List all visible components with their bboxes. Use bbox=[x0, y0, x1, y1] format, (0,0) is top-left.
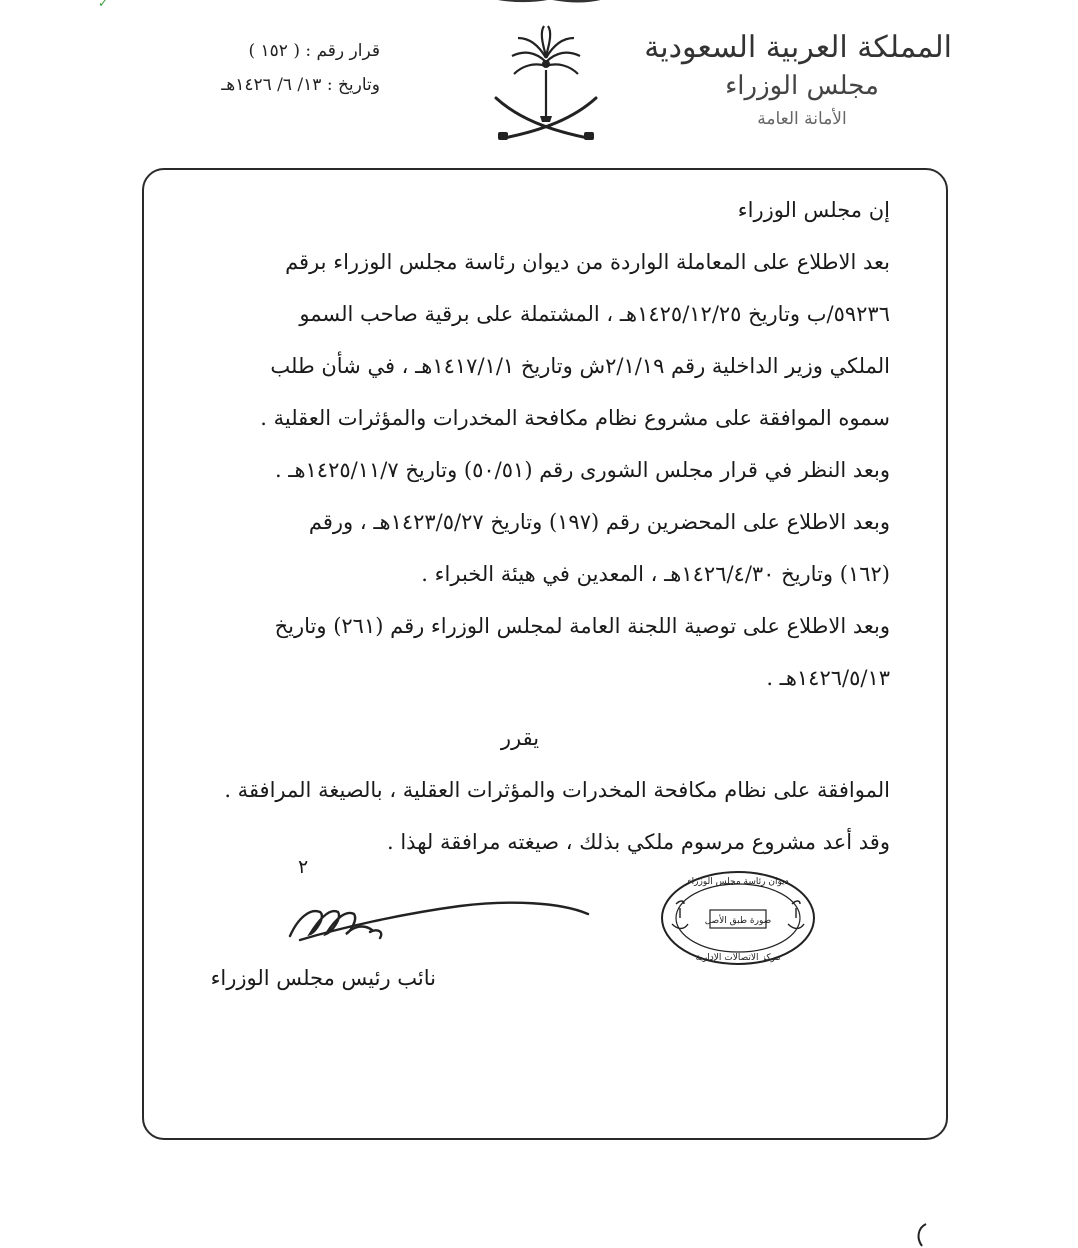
saudi-emblem-icon bbox=[488, 22, 604, 146]
page-number: ٢ bbox=[298, 856, 309, 878]
stamp-top-text: ديوان رئاسة مجلس الوزراء bbox=[687, 877, 789, 887]
resolution-line: الموافقة على نظام مكافحة المخدرات والمؤثرات العقلية ، بالصيغة المرافقة . bbox=[224, 778, 890, 802]
stamp-bottom-text: مركز الاتصالات الإدارية bbox=[695, 953, 781, 963]
body-line: (١٦٢) وتاريخ ١٤٢٦/٤/٣٠هـ ، المعدين في هيئة الخبراء . bbox=[421, 562, 890, 586]
stamp-center-text: صورة طبق الأصل bbox=[704, 916, 772, 926]
decision-date: وتاريخ : ١٣/ ٦/ ١٤٢٦هـ bbox=[221, 75, 380, 95]
decision-number: قرار رقم : ( ١٥٢ ) bbox=[248, 41, 380, 61]
body-line: ٥٩٢٣٦/ب وتاريخ ١٤٢٥/١٢/٢٥هـ ، المشتملة على برقية صاحب السمو bbox=[299, 302, 890, 326]
body-line: وبعد الاطلاع على المحضرين رقم (١٩٧) وتاريخ ١٤٢٣/٥/٢٧هـ ، ورقم bbox=[308, 510, 890, 534]
official-stamp bbox=[658, 868, 818, 968]
bottom-corner-mark bbox=[912, 1222, 932, 1248]
kingdom-name: المملكة العربية السعودية bbox=[644, 30, 952, 65]
body-line: الملكي وزير الداخلية رقم ٢/١/١٩ش وتاريخ ١٤١٧/١/١هـ ، في شأن طلب bbox=[270, 354, 890, 378]
body-line: ١٤٢٦/٥/١٣هـ . bbox=[766, 666, 890, 690]
decision-reference bbox=[160, 34, 380, 102]
handwritten-signature bbox=[280, 888, 600, 958]
top-clipped-text-mark bbox=[470, 0, 620, 6]
council-name: مجلس الوزراء bbox=[725, 71, 879, 101]
opening-line: إن مجلس الوزراء bbox=[737, 198, 890, 222]
secretariat-name: الأمانة العامة bbox=[757, 109, 847, 129]
decides-heading: يقرر bbox=[500, 726, 540, 750]
body-line: وبعد النظر في قرار مجلس الشورى رقم (٥٠/٥١) وتاريخ ١٤٢٥/١١/٧هـ . bbox=[274, 458, 890, 482]
signer-title: نائب رئيس مجلس الوزراء bbox=[210, 966, 436, 990]
corner-checkmark-icon: ✓ bbox=[98, 0, 109, 10]
resolution-line: وقد أعد مشروع مرسوم ملكي بذلك ، صيغته مرافقة لهذا . bbox=[386, 830, 890, 854]
decision-body bbox=[190, 184, 890, 868]
body-line: وبعد الاطلاع على توصية اللجنة العامة لمجلس الوزراء رقم (٢٦١) وتاريخ bbox=[274, 614, 890, 638]
body-line: بعد الاطلاع على المعاملة الواردة من ديوان رئاسة مجلس الوزراء برقم bbox=[285, 250, 890, 274]
body-line: سموه الموافقة على مشروع نظام مكافحة المخدرات والمؤثرات العقلية . bbox=[260, 406, 890, 430]
letterhead bbox=[644, 28, 952, 132]
